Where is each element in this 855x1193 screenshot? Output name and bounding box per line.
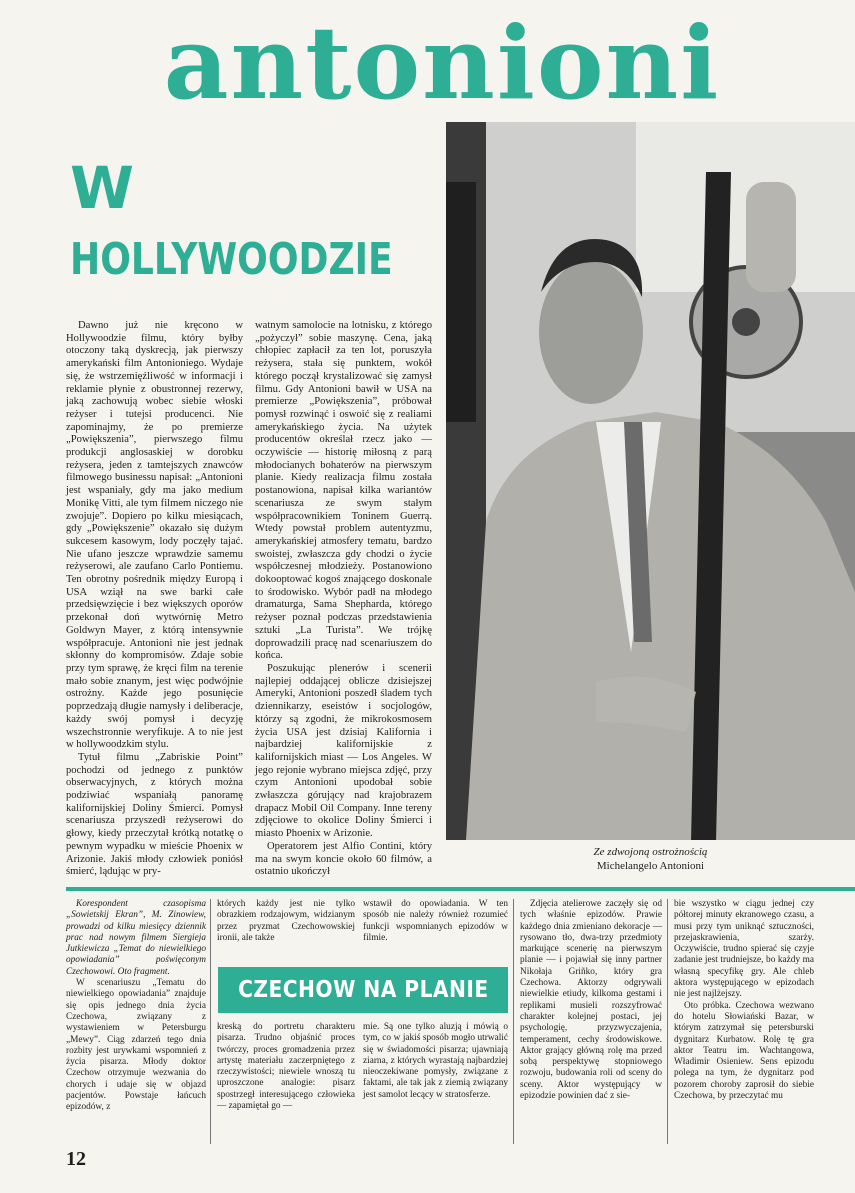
page-title: antonioni [163,4,721,122]
section-divider [66,887,855,891]
photo-caption [446,845,855,873]
article-paragraph: Operatorem jest Alfio Contini, który ma na swym koncie około 60 filmów, a ostatnio ukończył [255,840,432,878]
page-number: 12 [66,1148,86,1170]
article-paragraph: watnym samolocie na lotnisku, z którego „pożyczył” sobie maszynę. Cena, jaką chłopiec zapłacił za ten lot, poruszyła reżysera, stała się punktem, wokół którego począł krystalizować się zamysł filmu. Gdy Antonioni bawił w USA na premierze „Powiększenia”, próbował pomysł rozwinąć i oswoić się z realiami amerykańskiego życia. Na użytek producentów określał rzecz jako — oczywiście — historię miłosną z parą młodocianych bohaterów na pierwszym planie. Kiedy realizacja filmu została postanowiona, napisał kilka wariantów scenariusza ze swym stałym współpracownikiem Toninem Guerrą. Wtedy powstał problem autentyzmu, amerykańskiej atmosfery tematu, bardzo swoistej, zwłaszcza gdy chodzi o życie współczesnej młodzieży. Postanowiono dokooptować kogoś znającego doskonale to środowisko. Wybór padł na młodego dramaturga, Sama Shepharda, którego reżyser poznał podczas przedstawienia sztuki „La Turista”. We trójkę doprowadzili pracę nad scenariuszem do końca. [255,320,432,662]
article-column-2 [255,320,432,879]
intro-paragraph: Korespondent czasopisma „Sowietskij Ekran”, M. Zinowiew, prowadzi od kilku miesięcy dziennik prac nad nowym filmem Siergieja Jutkiewicza „Temat do niewielkiego opowiadania” poświęconym Czechowowi. Oto fragment. [66,899,206,977]
subtitle-w: W [70,154,134,222]
subtitle-hollywood: HOLLYWOODZIE [70,234,393,285]
article-paragraph: Tytuł filmu „Zabriskie Point” pochodzi od jednego z punktów obserwacyjnych, z których można podziwiać wspaniałą panoramę kalifornijskiej Doliny Śmierci. Pomysł scenariusza przyszedł reżyserowi do głowy, kiedy przeczytał krótką notatkę o pewnym wypadku w mieście Phoenix w Arizonie. Jakiś młody człowiek poniósł śmierć, lądując w pry- [66,751,243,878]
bottom-column-4: Zdjęcia atelierowe zaczęły się od tych właśnie epizodów. Prawie każdego dnia zmieniano dekoracje — rysowano tło, dwa-trzy przedmioty markujące scenerię na pierwszym planie — i pojawiał się inny partner Nikołaja Griñko, który gra Czechowa. Aktorzy odgrywali niewielkie etiudy, kilkoma gestami i replikami musieli rozszyfrować charakter kolejnej postaci, jej psychologię, przyzwyczajenia, temperament, cechy środowiskowe. Aktor grający główną rolę ma przed sobą perspektywę stopniowego rozwoju, budowania roli od sceny do sceny. Aktor występujący w epizodzie powinien dać z sie- [520,899,662,1102]
bottom-column-3-bottom: mie. Są one tylko aluzją i mówią o tym, co w jakiś sposób mogło utrwalić się w świadomości pisarza; ujawniają ziarna, z których wyrastają najbardziej nieoczekiwane pomysły, związane z faktami, ale tak jak z ziemią związany jest samolot lecący w stratosferze. [363,1022,508,1100]
article-paragraph: Poszukując plenerów i scenerii najlepiej oddającej oblicze dzisiejszej Ameryki, Antonioni poszedł śladem tych dziennikarzy, eseistów i socjologów, którzy są zgodni, że mikrokosmosem życia USA jest dzisiaj Kalifornia i najbardziej kalifornijskie z kalifornijskich miast — Los Angeles. W jego rejonie wybrano miejsca zdjęć, przy czym Antonioni upodobał sobie zwłaszcza górujący nad krajobrazem drapacz Mobil Oil Company. Inne tereny zdjęciowe to okolice Doliny Śmierci i miasto Phoenix w Arizonie. [255,662,432,840]
bottom-column-2-top: których każdy jest nie tylko obrazkiem rodzajowym, widzianym przez pryzmat Czechowowskiej ironii, ale także [217,899,355,943]
column-divider [513,899,514,1144]
bottom-column-1 [66,899,206,1114]
caption-line-2: Michelangelo Antonioni [596,860,705,872]
caption-line-1: Ze zdwojoną ostrożnością [593,846,708,858]
bottom-paragraph: W scenariuszu „Tematu do niewielkiego opowiadania” znajduje się opis jednego dnia życia Czechowa, związany z wystawieniem w Petersburgu „Mewy”. Ciąg zdarzeń tego dnia rozbity jest urywkami wspomnień z życia pisarza. Młody doktor Czechow otrzymuje wezwania do chorych i udaje się w objazd pacjentów. Powstaje łańcuch epizodów, z [66,978,206,1113]
section-heading: CZECHOW NA PLANIE [237,977,489,1003]
article-paragraph: Dawno już nie kręcono w Hollywoodzie filmu, który byłby otoczony taką dyskrecją, jak pierwszy amerykański film Antonioniego. Wydaje się, że wstrzemięźliwość w informacji i reklamie płynie z obustronnej rezerwy, jaką zachowują wobec siebie włoski reżyser i tutejsi producenci. Nie zapominajmy, że po premierze „Powiększenia”, pierwszego filmu produkcji anglosaskiej w dorobku reżysera, jeden z tamtejszych znawców filmowego businessu napisał: „Antonioni jest wspaniały, gdy ma jako medium Monikę Vitti, ale tym filmem niczego nie zwojuje”. Dopiero po kilku miesiącach, gdy „Powiększenie” okazało się dużym sukcesem kasowym, lody poczęły tajać. Nie ufano jeszcze wprawdzie samemu reżyserowi, ale zaufano Carlo Pontiemu. Ten obrotny pośrednik między Europą i USA wziął na swe barki całe przedsięwzięcie i bez większych oporów przekonał doń wytwórnię Metro Goldwyn Mayer, z którą intensywnie współpracuje. Antonioni nie jest jednak skłonny do kompromisów. Zdaje sobie przy tym sprawę, że kręci film na terenie mało sobie znanym, jest więc podwójnie ostrożny. Każde jego posunięcie poprzedzają długie namysły i deliberacje, każdy swój pomysł i decyzję wszechstronnie weryfikuje. A to nie jest w hollywoodzkim stylu. [66,320,243,751]
antonioni-photo [446,122,855,840]
bottom-column-3-top: wstawił do opowiadania. W ten sposób nie należy również rozumieć funkcji wspomnianych epizodów w filmie. [363,899,508,943]
column-divider [210,899,211,1144]
bottom-column-5: bie wszystko w ciągu jednej czy półtorej minuty ekranowego czasu, a musi przy tym uniknąć sztuczności, przejaskrawienia, szarży. Oczywiście, trudno spierać się czyje zadanie jest trudniejsze, bo każdy ma własną specyfikę gry. Ale chleb aktora występującego w epizodach nie jest najlżejszy. Oto próbka. Czechowa wezwano do hotelu Słowiański Bazar, w którym zatrzymał się petersburski dygnitarz Kurbatow. Rolę tę gra aktor Teatru im. Wachtangowa, Władimir Osieniew. Sens epizodu polega na tym, że dygnitarz pod pozorem choroby zaprosił do siebie Czechowa, by przeczytać mu [674,899,814,1102]
section-heading-box [218,967,508,1013]
article-column-1 [66,320,243,879]
column-divider [667,899,668,1144]
bottom-column-2-bottom: kreską do portretu charakteru pisarza. Trudno objaśnić proces twórczy, proces gromadzenia przez artystę materiału zaczerpniętego z rzeczywistości; niewiele wnoszą tu uproszczone analogie: pisarz spostrzegł interesującego człowieka — zapamiętał go — [217,1022,355,1112]
